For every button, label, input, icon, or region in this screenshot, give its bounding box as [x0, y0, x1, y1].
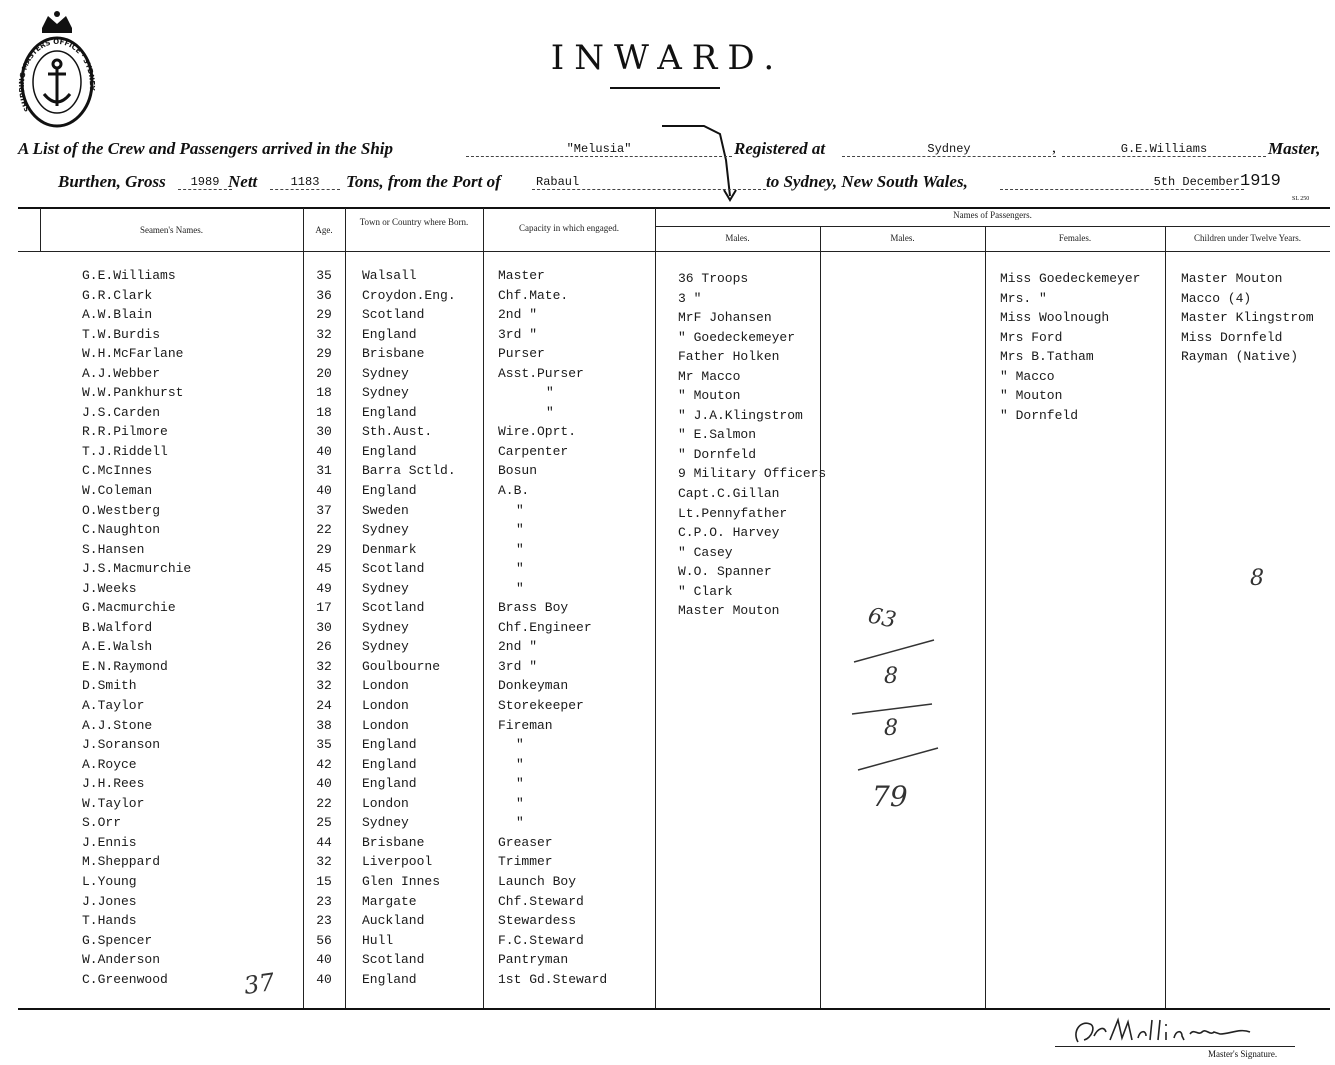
crew-age: 29 — [316, 541, 332, 557]
crew-capacity: " — [546, 404, 554, 420]
crew-capacity: 3rd " — [498, 326, 538, 342]
crew-age: 40 — [316, 971, 332, 987]
crew-born: Barra Sctld. — [362, 463, 456, 479]
crew-age: 56 — [316, 932, 332, 948]
crew-name: J.S.Macmurchie — [82, 561, 192, 577]
crew-name: S.Orr — [82, 815, 122, 831]
crew-name: T.Hands — [82, 913, 137, 929]
crew-age: 40 — [316, 443, 332, 459]
female-passenger: Mrs Ford — [1000, 329, 1063, 345]
form-number: SL 250 — [1292, 196, 1310, 202]
crew-born: Sydney — [362, 619, 409, 635]
crew-age: 30 — [316, 424, 332, 440]
crew-capacity: Pantryman — [498, 952, 569, 968]
crew-capacity: Greaser — [498, 834, 553, 850]
male-passenger: Lt.Pennyfather — [678, 505, 788, 521]
crew-born: Scotland — [362, 561, 425, 577]
tally-rule-3 — [856, 744, 940, 774]
crew-born: London — [362, 678, 409, 694]
male-passenger: C.P.O. Harvey — [678, 525, 780, 541]
female-passengers-column — [1000, 269, 1165, 425]
header-names: Seamen's Names. — [139, 225, 204, 235]
crew-capacity: Wire.Oprt. — [498, 424, 577, 440]
crew-name: T.W.Burdis — [82, 326, 161, 342]
crew-age: 17 — [316, 600, 332, 616]
male-passenger: " Goedeckemeyer — [678, 329, 796, 345]
crew-capacity: " — [516, 522, 524, 538]
crew-age: 20 — [316, 365, 332, 381]
crew-name: S.Hansen — [82, 541, 145, 557]
tally-value: 8 — [884, 664, 898, 689]
crew-capacity: Fireman — [498, 717, 553, 733]
header-males-1: Males. — [725, 233, 750, 243]
tons-from-label: Tons, from the Port of — [346, 172, 501, 191]
crew-born: England — [362, 404, 417, 420]
crew-capacity: 2nd " — [498, 639, 538, 655]
male-passenger: Mr Macco — [678, 368, 741, 384]
nett-tons: 1183 — [270, 175, 340, 190]
female-passenger: Miss Goedeckemeyer — [1000, 271, 1141, 286]
to-sydney-label: to Sydney, New South Wales, — [766, 172, 968, 191]
crew-age: 42 — [316, 756, 332, 772]
crew-age: 18 — [316, 404, 332, 420]
child-passenger: Macco (4) — [1181, 290, 1252, 306]
crew-capacity: F.C.Steward — [498, 932, 584, 948]
tally-rule-1 — [852, 636, 936, 666]
crew-age: 22 — [316, 795, 332, 811]
crew-born: England — [362, 776, 417, 792]
crew-capacity: Chf.Mate. — [498, 287, 569, 303]
crew-born: Sydney — [362, 365, 409, 381]
crew-born: England — [362, 756, 417, 772]
crew-age: 32 — [316, 854, 332, 870]
master-name: G.E.Williams — [1062, 142, 1266, 157]
crew-born: Sweden — [362, 502, 409, 518]
crew-name: J.H.Rees — [82, 776, 145, 792]
female-passenger: " Dornfeld — [1000, 407, 1079, 423]
male-passengers-column — [678, 269, 858, 621]
male-passenger: " J.A.Klingstrom — [678, 407, 803, 423]
crew-born: London — [362, 795, 409, 811]
crew-age: 18 — [316, 385, 332, 401]
crew-age-column — [303, 266, 345, 989]
crew-tally: 37 — [242, 968, 277, 1000]
tally-value: 8 — [884, 716, 898, 741]
crew-capacity: Chf.Engineer — [498, 619, 592, 635]
crew-born: England — [362, 326, 417, 342]
header-born: Town or Country where Born. — [359, 217, 469, 227]
crew-born: Scotland — [362, 307, 425, 323]
crew-capacity: 1st Gd.Steward — [498, 971, 608, 987]
crew-capacity: " — [516, 795, 524, 811]
crew-age: 29 — [316, 307, 332, 323]
crew-name: A.E.Walsh — [82, 639, 153, 655]
crew-age: 23 — [316, 913, 332, 929]
crew-name: B.Walford — [82, 619, 153, 635]
crew-born: Sydney — [362, 522, 409, 538]
crew-name: W.W.Pankhurst — [82, 385, 184, 401]
crew-age: 38 — [316, 717, 332, 733]
crew-age: 31 — [316, 463, 332, 479]
crew-names-column — [40, 266, 303, 989]
crew-born: Sydney — [362, 385, 409, 401]
crew-capacity: Carpenter — [498, 443, 569, 459]
crew-age: 32 — [316, 678, 332, 694]
intro-line1-label: A List of the Crew and Passengers arrived in the Ship — [18, 139, 393, 158]
master-signature — [1070, 1014, 1270, 1054]
female-passenger: " Macco — [1000, 368, 1055, 384]
crew-capacity: Chf.Steward — [498, 893, 584, 909]
crew-name: L.Young — [82, 873, 137, 889]
crew-name: J.Jones — [82, 893, 137, 909]
burthen-label: Burthen, Gross — [58, 172, 166, 191]
male-passenger: " Dornfeld — [678, 446, 757, 462]
tally-value: 63 — [865, 603, 899, 634]
crew-born: Brisbane — [362, 834, 425, 850]
crew-name: E.N.Raymond — [82, 658, 168, 674]
crew-capacity: 2nd " — [498, 307, 538, 323]
female-passenger: " Mouton — [1000, 388, 1063, 404]
crew-born: Sth.Aust. — [362, 424, 433, 440]
crew-capacity-column — [498, 266, 655, 989]
crew-age: 29 — [316, 346, 332, 362]
crew-born: England — [362, 483, 417, 499]
crew-name: A.W.Blain — [82, 307, 153, 323]
crew-born: Sydney — [362, 580, 409, 596]
crew-born: Brisbane — [362, 346, 425, 362]
crew-born: Margate — [362, 893, 417, 909]
female-passenger: Mrs B.Tatham — [1000, 349, 1094, 365]
crew-age: 36 — [316, 287, 332, 303]
crew-capacity: " — [516, 502, 524, 518]
crew-born: London — [362, 717, 409, 733]
crew-capacity: Trimmer — [498, 854, 553, 870]
crew-capacity: " — [516, 580, 524, 596]
crew-age: 26 — [316, 639, 332, 655]
gross-tons: 1989 — [178, 175, 232, 190]
crew-name: C.McInnes — [82, 463, 153, 479]
registered-at-value: Sydney — [842, 142, 1056, 157]
male-passenger: Father Holken — [678, 349, 780, 365]
header-children: Children under Twelve Years. — [1194, 233, 1301, 243]
arrival-year: 1919 — [1240, 172, 1281, 191]
crew-age: 35 — [316, 737, 332, 753]
crew-age: 32 — [316, 326, 332, 342]
header-age: Age. — [315, 225, 333, 235]
crew-born: Denmark — [362, 541, 417, 557]
crew-name: J.Ennis — [82, 834, 137, 850]
signature-label: Master's Signature. — [1208, 1049, 1278, 1059]
male-passenger: 36 Troops — [678, 271, 749, 286]
arrival-date: 5th December — [1000, 175, 1244, 190]
male-passenger: 9 Military Officers — [678, 466, 827, 482]
crew-born: Scotland — [362, 952, 425, 968]
crew-born: Walsall — [362, 268, 417, 283]
crew-age: 25 — [316, 815, 332, 831]
male-passenger: W.O. Spanner — [678, 564, 772, 580]
crew-name: D.Smith — [82, 678, 137, 694]
crew-name: G.R.Clark — [82, 287, 153, 303]
crew-name: T.J.Riddell — [82, 443, 168, 459]
crew-age: 37 — [316, 502, 332, 518]
crew-born: Liverpool — [362, 854, 433, 870]
crew-age: 49 — [316, 580, 332, 596]
male-passenger: MrF Johansen — [678, 310, 772, 326]
crew-capacity: Storekeeper — [498, 698, 584, 714]
crew-age: 23 — [316, 893, 332, 909]
nett-label: Nett — [228, 172, 258, 191]
crew-capacity: " — [516, 756, 524, 772]
crew-born: England — [362, 737, 417, 753]
male-passenger: 3 " — [678, 290, 702, 306]
crew-born: London — [362, 698, 409, 714]
children-passengers-column — [1181, 269, 1330, 367]
crew-capacity: A.B. — [498, 483, 530, 499]
crew-born-column — [362, 266, 483, 989]
crew-name: R.R.Pilmore — [82, 424, 168, 440]
crew-born: Goulbourne — [362, 658, 441, 674]
page-title: INWARD. — [550, 38, 785, 78]
crew-name: A.Royce — [82, 756, 137, 772]
crew-name: O.Westberg — [82, 502, 161, 518]
crew-name: C.Naughton — [82, 522, 161, 538]
crew-born: Glen Innes — [362, 873, 441, 889]
header-capacity: Capacity in which engaged. — [519, 223, 619, 233]
crew-capacity: " — [516, 776, 524, 792]
crew-name: G.Macmurchie — [82, 600, 176, 616]
ship-name: "Melusia" — [466, 142, 732, 157]
crew-capacity: Asst.Purser — [498, 365, 584, 381]
crew-capacity: Brass Boy — [498, 600, 569, 616]
crew-capacity: " — [516, 737, 524, 753]
crew-age: 15 — [316, 873, 332, 889]
crew-capacity: Purser — [498, 346, 545, 362]
crew-born: England — [362, 971, 417, 987]
child-passenger: Rayman (Native) — [1181, 349, 1299, 365]
crew-born: England — [362, 443, 417, 459]
male-passenger: Capt.C.Gillan — [678, 486, 780, 502]
crew-capacity: 3rd " — [498, 658, 538, 674]
crew-name: A.J.Webber — [82, 365, 161, 381]
header-males-2: Males. — [890, 233, 915, 243]
crew-capacity: " — [516, 815, 524, 831]
male-passenger: Master Mouton — [678, 603, 780, 619]
crew-age: 40 — [316, 483, 332, 499]
crew-capacity: Launch Boy — [498, 873, 577, 889]
crew-name: W.Taylor — [82, 795, 145, 811]
crew-age: 44 — [316, 834, 332, 850]
child-passenger: Master Klingstrom — [1181, 310, 1314, 326]
crew-name: M.Sheppard — [82, 854, 161, 870]
crew-born: Sydney — [362, 815, 409, 831]
registered-at-label: Registered at — [734, 139, 826, 158]
crew-age: 22 — [316, 522, 332, 538]
crew-capacity: Donkeyman — [498, 678, 569, 694]
female-passenger: Mrs. " — [1000, 290, 1047, 306]
crew-capacity: " — [516, 541, 524, 557]
child-passenger: Master Mouton — [1181, 271, 1283, 286]
crew-name: A.Taylor — [82, 698, 145, 714]
crew-name: J.Soranson — [82, 737, 161, 753]
crew-age: 40 — [316, 952, 332, 968]
crew-capacity: Master — [498, 268, 545, 283]
crew-name: J.Weeks — [82, 580, 137, 596]
crew-age: 40 — [316, 776, 332, 792]
female-passenger: Miss Woolnough — [1000, 310, 1110, 326]
crew-capacity: Bosun — [498, 463, 538, 479]
crew-age: 30 — [316, 619, 332, 635]
crew-born: Hull — [362, 932, 394, 948]
crew-capacity: Stewardess — [498, 913, 577, 929]
crew-born: Croydon.Eng. — [362, 287, 456, 303]
male-passenger: " Clark — [678, 583, 733, 599]
crew-name: C.Greenwood — [82, 971, 168, 987]
crew-capacity: " — [516, 561, 524, 577]
crew-name: W.Anderson — [82, 952, 161, 968]
crew-born: Sydney — [362, 639, 409, 655]
crew-name: G.E.Williams — [82, 268, 176, 283]
crew-age: 32 — [316, 658, 332, 674]
crew-name: W.H.McFarlane — [82, 346, 184, 362]
crew-born: Auckland — [362, 913, 425, 929]
header-passengers: Names of Passengers. — [953, 210, 1032, 220]
crew-age: 45 — [316, 561, 332, 577]
port-of-origin: Rabaul — [532, 175, 766, 190]
crew-name: J.S.Carden — [82, 404, 161, 420]
children-tally: 8 — [1250, 566, 1264, 591]
crew-born: Scotland — [362, 600, 425, 616]
crew-capacity: " — [546, 385, 554, 401]
seal-text: SHIPPING MASTERS OFFICE · SYDNEY — [18, 37, 96, 113]
crew-name: A.J.Stone — [82, 717, 153, 733]
crew-age: 24 — [316, 698, 332, 714]
tally-total: 79 — [872, 780, 908, 813]
crew-age: 35 — [316, 268, 332, 283]
child-passenger: Miss Dornfeld — [1181, 329, 1283, 345]
male-passenger: " Mouton — [678, 388, 741, 404]
crew-name: G.Spencer — [82, 932, 153, 948]
master-label: Master, — [1268, 139, 1321, 158]
crew-name: W.Coleman — [82, 483, 153, 499]
male-passenger: " E.Salmon — [678, 427, 757, 443]
header-females: Females. — [1058, 233, 1092, 243]
male-passenger: " Casey — [678, 544, 733, 560]
